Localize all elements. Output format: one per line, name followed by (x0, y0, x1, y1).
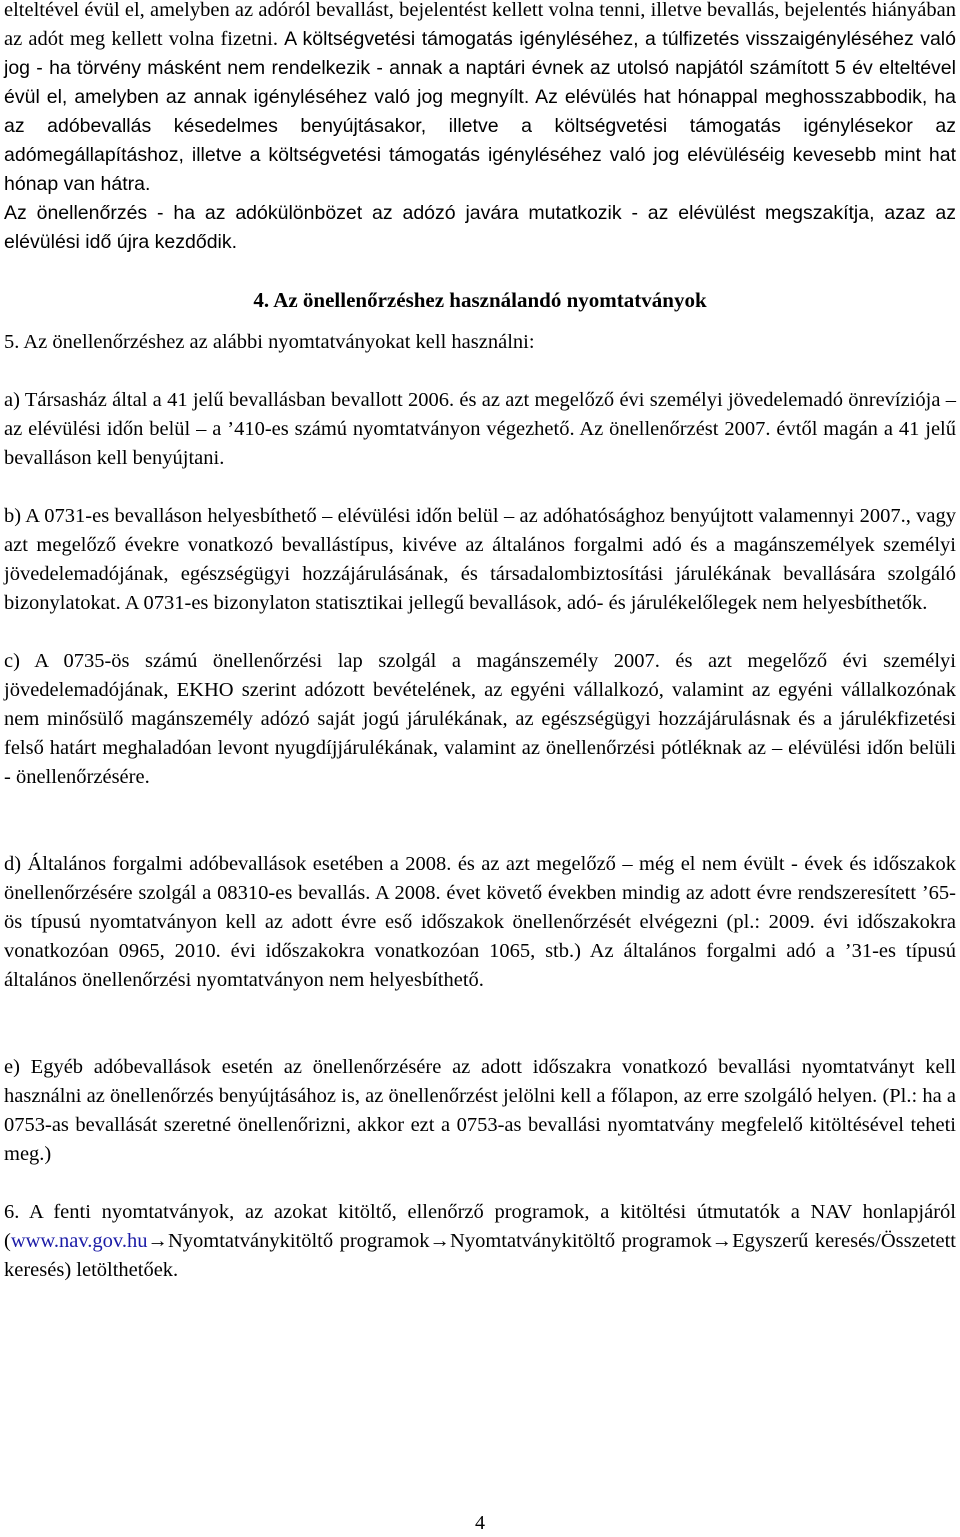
document-page (4, 0, 956, 1285)
self-audit-limitation-paragraph: Az önellenőrzés - ha az adókülönbözet az adózó javára mutatkozik - az elévülést megszakítja, azaz az elévülési idő újra kezdődik. (4, 202, 956, 253)
paragraph-5: 5. Az önellenőrzéshez az alábbi nyomtatványokat kell használni: (4, 331, 535, 353)
paragraph-6 (4, 1198, 956, 1285)
intro-text-b: A költségvetési támogatás igényléséhez, a túlfizetés visszaigényléséhez való jog - ha törvény másként nem rendelkezik - annak a naptári évnek az utolsó napjától számított 5 év elteltével évül el, amelyben az annak igényléséhez való jog megnyílt. Az elévülés hat hónappal meghosszabbodik, ha az adóbevallás késedelmes benyújtásakor, illetve a költségvetési támogatás igénylésekor az adómegállapításhoz, illetve a költségvetési támogatás igényléséhez való jog elévüléséig kevesebb mint hat hónap van hátra. (4, 28, 956, 195)
page-number: 4 (475, 1512, 485, 1534)
paragraph-c: c) A 0735-ös számú önellenőrzési lap szolgál a magánszemély 2007. és azt megelőző évi személyi jövedelemadójának, EKHO szerint adózott bevételének, az egyéni vállalkozó, valamint az egyéni vállalkozónak nem minősülő magánszemély adózó saját jogú járulékának, az egészségügyi hozzájárulásnak és a járulékfizetési felső határt meghaladóan levont nyugdíjjárulékának, valamint az önellenőrzési pótléknak az – elévülési időn belüli - önellenőrzésére. (4, 650, 956, 788)
intro-text-a: elteltével évül el, amelyben az adóról bevallást, bejelentést kellett volna tenni, illetve bevallás, bejelentés hiányában az adót meg kellett volna fizetni. (4, 0, 956, 50)
paragraph-b: b) A 0731-es bevalláson helyesbíthető – elévülési időn belül – az adóhatósághoz benyújtott valamennyi 2007., vagy azt megelőző évekre vonatkozó bevallástípus, kivéve az általános forgalmi adó és a magánszemélyek személyi jövedelemadójának, egészségügyi hozzájárulásának, és társadalombiztosítási járulékának bevallására szolgáló bizonylatokat. A 0731-es bizonylaton statisztikai jellegű bevallások, adó- és járulékelőlegek nem helyesbíthetők. (4, 505, 956, 614)
paragraph-e: e) Egyéb adóbevallások esetén az önellenőrzésére az adott időszakra vonatkozó bevallási nyomtatványt kell használni az önellenőrzés benyújtásához is, az önellenőrzést jelölni kell a főlapon, az erre szolgáló helyen. (Pl.: ha a 0753-as bevallását szeretné önellenőrizni, akkor ezt a 0753-as bevallási nyomtatvány megfelelő kitöltésével teheti meg.) (4, 1056, 956, 1165)
paragraph-6-text-a: 6. A fenti nyomtatványok, az azokat kitöltő, ellenőrző programok, a kitöltési útmutatók a NAV honlapjáról ( (4, 1201, 956, 1252)
paragraph-d: d) Általános forgalmi adóbevallások esetében a 2008. és az azt megelőző – még el nem évült - évek és időszakok önellenőrzésére szolgál a 08310-es bevallás. A 2008. évet követő években mindig az adott évre rendszeresített ’65-ös típusú nyomtatványon kell az adott évre eső időszakok önellenőrzését elvégezni (pl.: 2009. évi időszakokra vonatkozóan 0965, 2010. évi időszakokra vonatkozóan 1065, stb.) Az általános forgalmi adó a ’31-es típusú általános önellenőrzési nyomtatványon nem helyesbíthető. (4, 853, 956, 991)
section-heading: 4. Az önellenőrzéshez használandó nyomtatványok (253, 288, 707, 312)
intro-paragraph (4, 0, 956, 199)
paragraph-6-text-b: →Nyomtatványkitöltő programok→Nyomtatványkitöltő programok→Egyszerű keresés/Összetett keresés) letölthetőek. (4, 1230, 956, 1281)
nav-website-link[interactable]: www.nav.gov.hu (10, 1230, 148, 1252)
paragraph-a: a) Társasház által a 41 jelű bevallásban bevallott 2006. és az azt megelőző évi személyi jövedelemadó önrevíziója – az elévülési időn belül – a ’410-es számú nyomtatványon végezhető. Az önellenőrzést 2007. évtől magán a 41 jelű bevalláson kell benyújtani. (4, 389, 956, 469)
